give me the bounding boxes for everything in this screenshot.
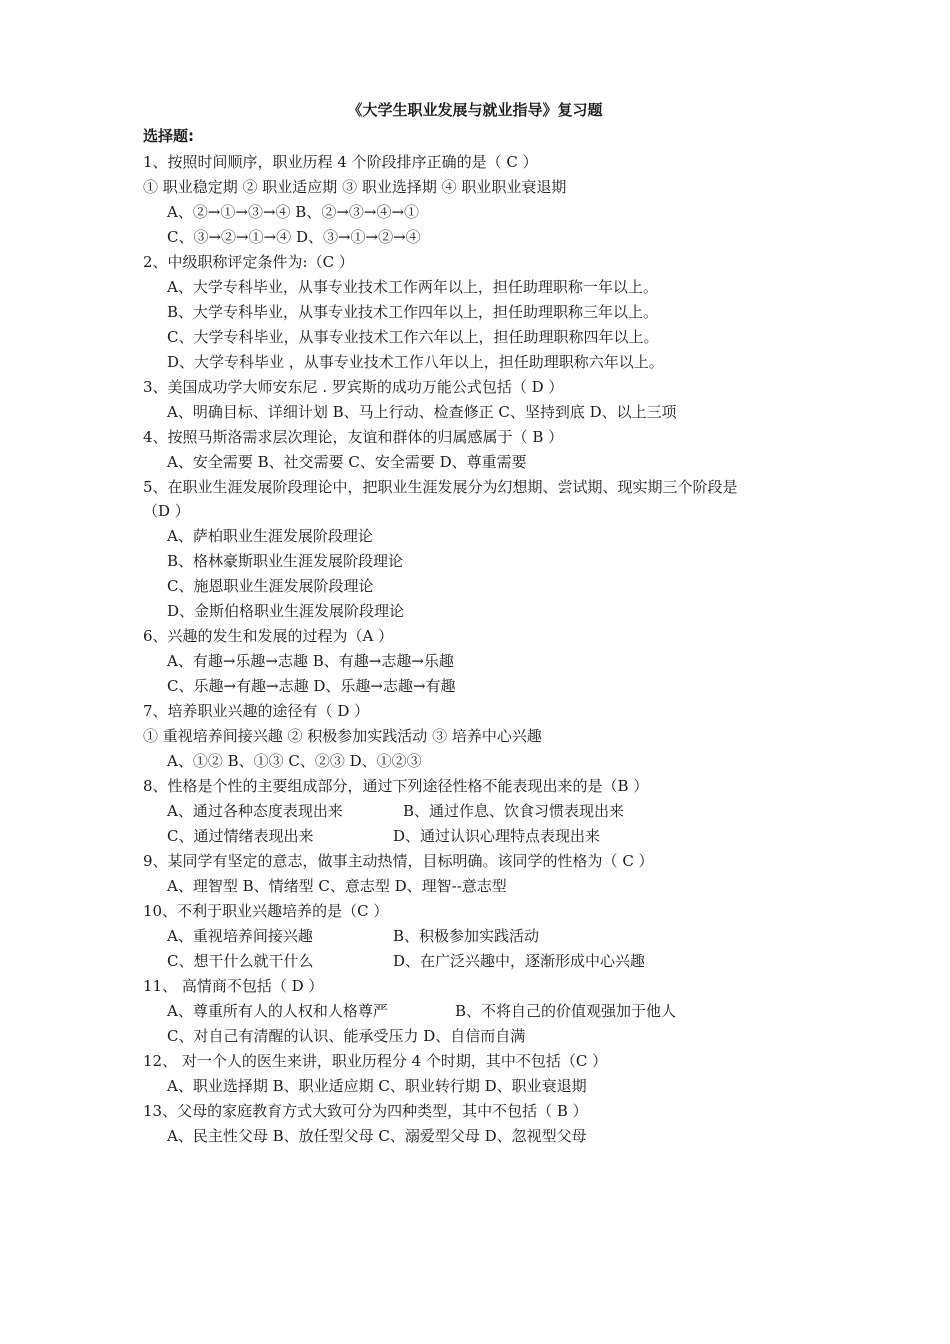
question-1-options-ab: A、②→①→③→④ B、②→③→④→① bbox=[167, 203, 420, 221]
question-2-option-b: B、大学专科毕业，从事专业技术工作四年以上，担任助理职称三年以上。 bbox=[167, 303, 659, 321]
question-10-option-c: C、想干什么就干什么 bbox=[167, 952, 314, 970]
question-8-option-d: D、通过认识心理特点表现出来 bbox=[393, 827, 601, 845]
question-2: 2、中级职称评定条件为:（C ） bbox=[143, 253, 354, 271]
question-7-items: ① 重视培养间接兴趣 ② 积极参加实践活动 ③ 培养中心兴趣 bbox=[143, 727, 542, 745]
question-3-options: A、明确目标、详细计划 B、马上行动、检查修正 C、坚持到底 D、以上三项 bbox=[167, 403, 677, 421]
question-10-option-d: D、在广泛兴趣中，逐渐形成中心兴趣 bbox=[393, 952, 646, 970]
question-2-option-c: C、大学专科毕业，从事专业技术工作六年以上，担任助理职称四年以上。 bbox=[167, 328, 659, 346]
question-6-options-cd: C、乐趣→有趣→志趣 D、乐趣→志趣→有趣 bbox=[167, 677, 456, 695]
question-6: 6、兴趣的发生和发展的过程为（A ） bbox=[143, 627, 394, 645]
question-11-option-a: A、尊重所有人的人权和人格尊严 bbox=[167, 1002, 388, 1020]
question-5-option-b: B、格林豪斯职业生涯发展阶段理论 bbox=[167, 552, 404, 570]
question-10: 10、不利于职业兴趣培养的是（C ） bbox=[143, 902, 389, 920]
question-6-options-ab: A、有趣→乐趣→志趣 B、有趣→志趣→乐趣 bbox=[167, 652, 454, 670]
question-8-option-c: C、通过情绪表现出来 bbox=[167, 827, 314, 845]
question-13-options: A、民主性父母 B、放任型父母 C、溺爱型父母 D、忽视型父母 bbox=[167, 1127, 587, 1145]
question-10-option-b: B、积极参加实践活动 bbox=[393, 927, 540, 945]
question-5-option-c: C、施恩职业生涯发展阶段理论 bbox=[167, 577, 374, 595]
question-12: 12、 对一个人的医生来讲，职业历程分 4 个时期，其中不包括（C ） bbox=[143, 1052, 608, 1070]
question-8-option-b: B、通过作息、饮食习惯表现出来 bbox=[403, 802, 625, 820]
question-13: 13、父母的家庭教育方式大致可分为四种类型，其中不包括（ B ） bbox=[143, 1102, 588, 1120]
question-12-options: A、职业选择期 B、职业适应期 C、职业转行期 D、职业衰退期 bbox=[167, 1077, 587, 1095]
question-5-option-d: D、金斯伯格职业生涯发展阶段理论 bbox=[167, 602, 405, 620]
question-8: 8、性格是个性的主要组成部分，通过下列途径性格不能表现出来的是（B ） bbox=[143, 777, 649, 795]
question-5-option-a: A、萨柏职业生涯发展阶段理论 bbox=[167, 527, 373, 545]
document-title: 《大学生职业发展与就业指导》复习题 bbox=[347, 101, 603, 119]
question-1-items: ① 职业稳定期 ② 职业适应期 ③ 职业选择期 ④ 职业职业衰退期 bbox=[143, 178, 567, 196]
question-4-options: A、安全需要 B、社交需要 C、安全需要 D、尊重需要 bbox=[167, 453, 527, 471]
question-7: 7、培养职业兴趣的途径有（ D ） bbox=[143, 702, 370, 720]
question-2-option-d: D、大学专科毕业 ，从事专业技术工作八年以上，担任助理职称六年以上。 bbox=[167, 353, 664, 371]
section-heading: 选择题: bbox=[143, 127, 194, 145]
question-4: 4、按照马斯洛需求层次理论，友谊和群体的归属感属于（ B ） bbox=[143, 428, 564, 446]
question-11-option-b: B、不将自己的价值观强加于他人 bbox=[455, 1002, 677, 1020]
question-9: 9、某同学有坚定的意志，做事主动热情，目标明确。该同学的性格为（ C ） bbox=[143, 852, 654, 870]
question-8-option-a: A、通过各种态度表现出来 bbox=[167, 802, 343, 820]
question-3: 3、美国成功学大师安东尼 . 罗宾斯的成功万能公式包括（ D ） bbox=[143, 378, 564, 396]
question-5: 5、在职业生涯发展阶段理论中，把职业生涯发展分为幻想期、尝试期、现实期三个阶段是 bbox=[143, 478, 738, 496]
question-11: 11、 高情商不包括（ D ） bbox=[143, 977, 324, 995]
question-5-answer: （D ） bbox=[143, 502, 190, 520]
question-9-options: A、理智型 B、情绪型 C、意志型 D、理智--意志型 bbox=[167, 877, 507, 895]
question-11-options-cd: C、对自己有清醒的认识、能承受压力 D、自信而自满 bbox=[167, 1027, 526, 1045]
question-10-option-a: A、重视培养间接兴趣 bbox=[167, 927, 313, 945]
question-2-option-a: A、大学专科毕业，从事专业技术工作两年以上，担任助理职称一年以上。 bbox=[167, 278, 658, 296]
question-1: 1、按照时间顺序，职业历程 4 个阶段排序正确的是（ C ） bbox=[143, 153, 538, 171]
question-7-options: A、①② B、①③ C、②③ D、①②③ bbox=[167, 752, 422, 770]
question-1-options-cd: C、③→②→①→④ D、③→①→②→④ bbox=[167, 228, 421, 246]
